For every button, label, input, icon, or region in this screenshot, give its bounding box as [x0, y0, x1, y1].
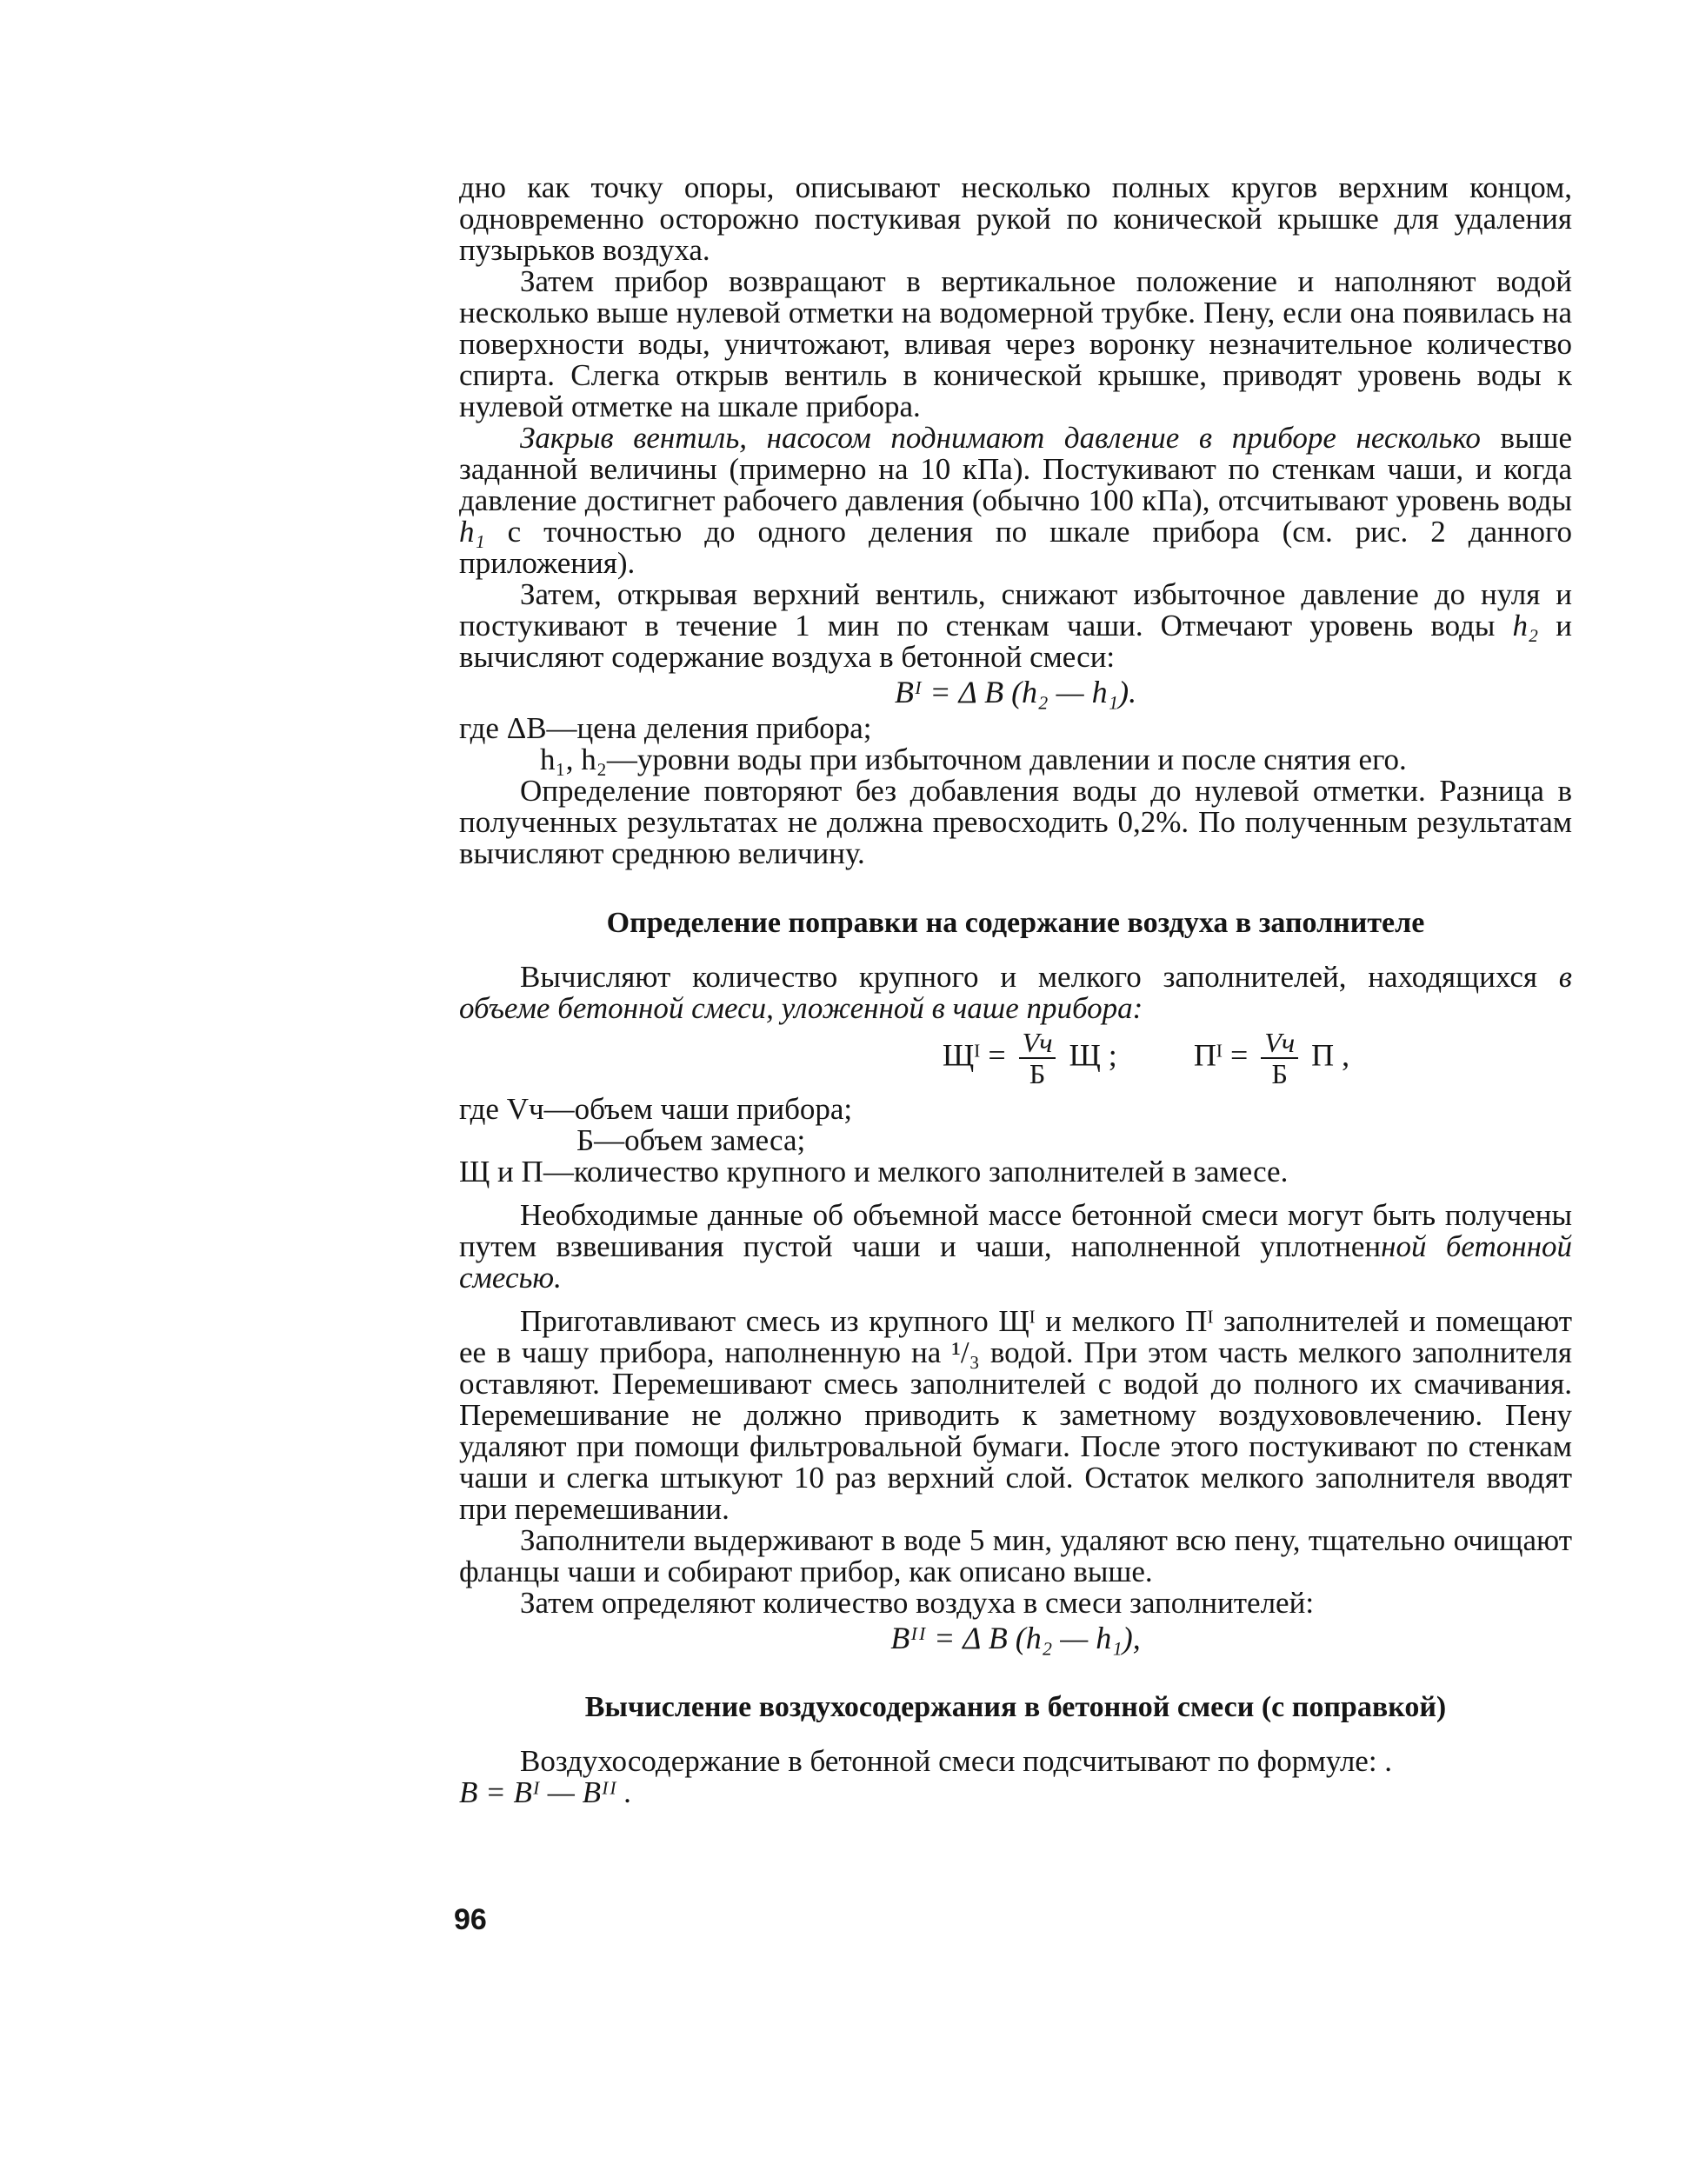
- paragraph-4-var: h₂: [1512, 609, 1539, 643]
- paragraph-5: Определение повторяют без добавления воды до нулевой отметки. Разница в полученных результатах не должна превосходить 0,2%. По полученным результатам вычисляют среднюю величину.: [459, 774, 1572, 870]
- page-number: 96: [454, 1903, 487, 1936]
- paragraph-7-text-a: Необходимые данные об объемной массе бетонной смеси могут быть получены путем взвешивания пустой чаши и чаши, наполненной уплотнен: [459, 1198, 1572, 1263]
- formula-3: Bᴵᴵ = Δ B (h₂ — h₁),: [890, 1621, 1141, 1655]
- paragraph-7-italic: ной бетонной смесью.: [459, 1229, 1572, 1295]
- where-1b: h₁, h₂—уровни воды при избыточном давлении и после снятия его.: [540, 742, 1407, 776]
- formula-2-left-lhs: Щᴵ =: [942, 1037, 1006, 1073]
- formula-2-right-numerator: Vч: [1261, 1028, 1298, 1059]
- paragraph-7: [459, 1200, 1572, 1294]
- formula-2-left-denominator: Б: [1029, 1058, 1046, 1089]
- formula-2: [459, 1028, 1572, 1089]
- paragraph-11: Воздухосодержание в бетонной смеси подсчитывают по формуле: .: [520, 1744, 1393, 1778]
- paragraph-3-text-b: с точностью до одного деления по шкале прибора (см. рис. 2 данного приложения).: [459, 515, 1572, 580]
- paragraph-3-italic: Закрыв вентиль, насосом поднимают давление в приборе несколько: [520, 421, 1481, 455]
- paragraph-9: Заполнители выдерживают в воде 5 мин, удаляют всю пену, тщательно очищают фланцы чаши и собирают прибор, как описано выше.: [459, 1523, 1572, 1588]
- formula-2-right-denominator: Б: [1271, 1058, 1288, 1089]
- paragraph-10: Затем определяют количество воздуха в смеси заполнителей:: [520, 1586, 1315, 1620]
- formula-2-right-lhs: Пᴵ =: [1193, 1037, 1249, 1073]
- where-2a: где Vч—объем чаши прибора;: [459, 1092, 853, 1126]
- paragraph-2: Затем прибор возвращают в вертикальное положение и наполняют водой несколько выше нулевой отметки на водомерной трубке. Пену, если она появилась на поверхности воды, уничтожают, вливая через воронку незначительное количество спирта. Слегка открыв вентиль в конической крышке, приводят уровень воды к нулевой отметке на шкале прибора.: [459, 264, 1572, 423]
- where-2c: Щ и П—количество крупного и мелкого заполнителей в замесе.: [459, 1155, 1289, 1189]
- formula-2-left-fraction: [1019, 1028, 1056, 1089]
- section-heading-2: Вычисление воздухосодержания в бетонной смеси (с поправкой): [584, 1691, 1447, 1723]
- paragraph-8: Приготавливают смесь из крупного Щᴵ и мелкого Пᴵ заполнителей и помещают ее в чашу прибора, наполненную на ¹/₃ водой. При этом часть мелкого заполнителя оставляют. Перемешивают смесь заполнителей с водой до полного их смачивания. Перемешивание не должно приводить к заметному воздухововлечению. Пену удаляют при помощи фильтровальной бумаги. После этого постукивают по стенкам чаши и слегка штыкуют 10 раз верхний слой. Остаток мелкого заполнителя вводят при перемешивании.: [459, 1304, 1572, 1526]
- formula-2-left-rhs: Щ ;: [1069, 1037, 1117, 1073]
- paragraph-4: [459, 579, 1572, 673]
- paragraph-4-text-a: Затем, открывая верхний вентиль, снижают избыточное давление до нуля и постукивают в течение 1 мин по стенкам чаши. Отмечают уровень воды: [459, 577, 1572, 643]
- paragraph-6-italic: в объеме бетонной смеси, уложенной в чаше прибора:: [459, 960, 1572, 1025]
- paragraph-3-var: h₁: [459, 515, 485, 549]
- where-2b: Б—объем замеса;: [576, 1123, 806, 1157]
- paragraph-6-text-a: Вычисляют количество крупного и мелкого заполнителей, находящихся: [520, 960, 1559, 994]
- formula-2-right-rhs: П ,: [1311, 1037, 1350, 1073]
- paragraph-4-text-b: и вычисляют содержание воздуха в бетонной смеси:: [459, 609, 1573, 674]
- text-column: [459, 172, 1572, 1808]
- paragraph-3-text-a: выше заданной величины (примерно на 10 кПа). Постукивают по стенкам чаши, и когда давление достигнет рабочего давления (обычно 100 кПа), отсчитывают уровень воды: [459, 421, 1573, 517]
- formula-1: Bᴵ = Δ B (h₂ — h₁).: [894, 675, 1137, 709]
- formula-2-left-numerator: Vч: [1019, 1028, 1056, 1059]
- section-heading-1: Определение поправки на содержание воздуха в заполнителе: [606, 907, 1425, 939]
- paragraph-6: [459, 962, 1572, 1024]
- paragraph-3: [459, 423, 1572, 579]
- paragraph-1: дно как точку опоры, описывают несколько полных кругов верхним концом, одновременно осторожно постукивая рукой по конической крышке для удаления пузырьков воздуха.: [459, 170, 1572, 267]
- where-1a: где ΔB—цена деления прибора;: [459, 711, 872, 745]
- formula-2-right-fraction: [1261, 1028, 1298, 1089]
- formula-4: B = Bᴵ — Bᴵᴵ .: [459, 1775, 632, 1809]
